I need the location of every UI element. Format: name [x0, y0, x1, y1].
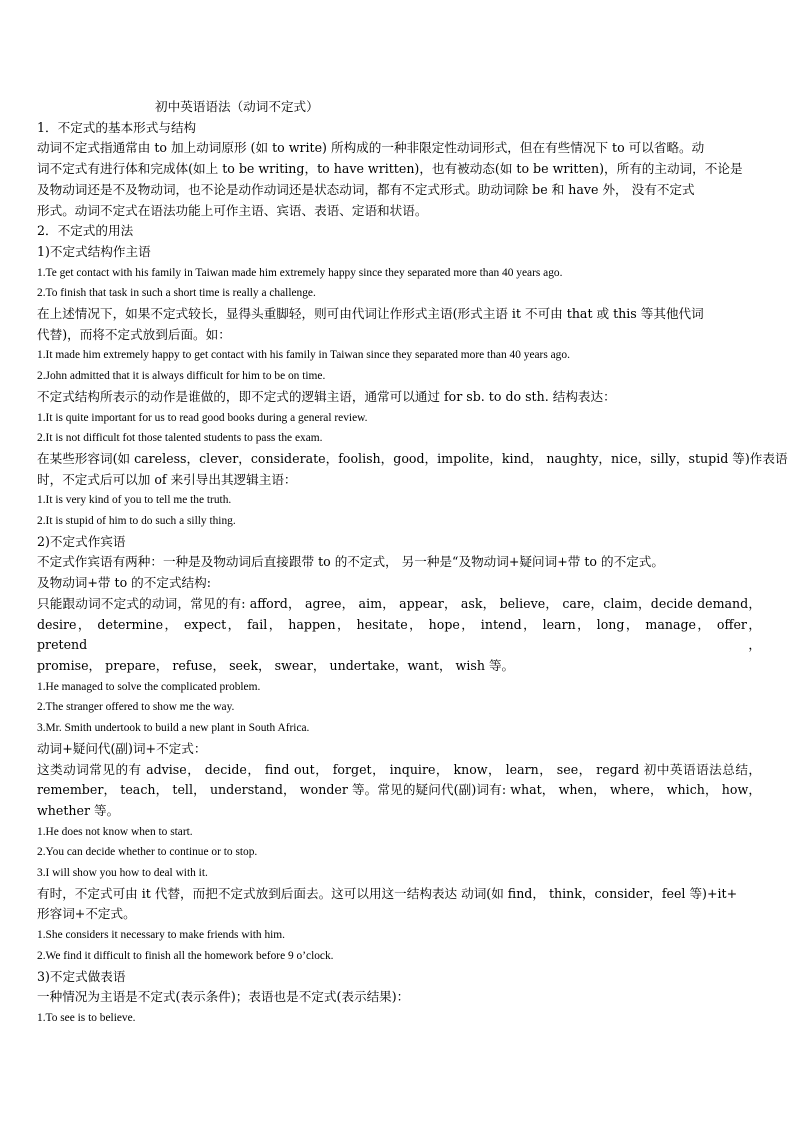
example-sentence: 2.You can decide whether to continue or to stop. — [37, 846, 258, 859]
text-line: remember， teach， tell， understand， wonder 等。常见的疑问代(副)词有: what， when， where， which， how， — [37, 782, 761, 798]
example-sentence: 1.He managed to solve the complicated problem. — [37, 680, 261, 693]
example-sentence: 1.It is very kind of you to tell me the truth. — [37, 494, 232, 507]
example-sentence: 3.Mr. Smith undertook to build a new plant in South Africa. — [37, 722, 310, 735]
text-line: 这类动词常见的有 advise， decide， find out， forget， inquire， know， learn， see， regard 初中英语语法总结， — [37, 761, 761, 777]
text-line: 3)不定式做表语 — [37, 968, 126, 984]
text-line: 有时，不定式可由 it 代替，而把不定式放到后面去。这可以用这一结构表达 动词(如 find， think，consider，feel 等)+it+ — [37, 885, 738, 901]
example-sentence: 2.It is not difficult fot those talented students to pass the exam. — [37, 432, 323, 445]
text-line: 代替)，而将不定式放到后面。如： — [37, 326, 231, 342]
example-sentence: 2.It is stupid of him to do such a silly thing. — [37, 515, 236, 528]
text-line: 1)不定式结构作主语 — [37, 243, 151, 259]
text-line: whether 等。 — [37, 802, 120, 818]
document-body — [37, 118, 788, 1029]
example-sentence: 1.He does not know when to start. — [37, 825, 193, 838]
example-sentence: 1.Te get contact with his family in Taiwan made him extremely happy since they separated more than 40 years ago. — [37, 266, 563, 279]
example-sentence: 2.The stranger offered to show me the way. — [37, 701, 235, 714]
text-line: 一种情况为主语是不定式(表示条件)；表语也是不定式(表示结果)： — [37, 989, 410, 1005]
example-sentence: 1.It made him extremely happy to get contact with his family in Taiwan since they separated more than 40 years ago. — [37, 349, 570, 362]
example-sentence: 1.She considers it necessary to make friends with him. — [37, 929, 286, 942]
text-line: 时，不定式后可以加 of 来引导出其逻辑主语： — [37, 471, 297, 487]
text-line: desire， determine， expect， fail， happen， hesitate， hope， intend， learn， long， manage， offer， pretend， — [37, 616, 761, 653]
text-line: 在上述情况下，如果不定式较长，显得头重脚轻，则可由代词让作形式主语(形式主语 it 不可由 that 或 this 等其他代词 — [37, 306, 704, 322]
text-line: 形容词+不定式。 — [37, 906, 136, 922]
page-title: 初中英语语法（动词不定式） — [155, 99, 319, 114]
example-sentence: 2.John admitted that it is always difficult for him to be on time. — [37, 370, 326, 383]
text-line: 及物动词+带 to 的不定式结构: — [37, 575, 211, 591]
text-line: 动词不定式指通常由 to 加上动词原形 (如 to write) 所构成的一种非限定性动词形式，但在有些情况下 to 可以省略。动 — [37, 140, 705, 156]
text-line: 不定式作宾语有两种：一种是及物动词后直接跟带 to 的不定式， 另一种是“及物动词+疑问词+带 to 的不定式。 — [37, 554, 664, 570]
text-line: 只能跟动词不定式的动词，常见的有: afford， agree， aim， appear， ask， believe， care，claim，decide demand， — [37, 595, 761, 611]
example-sentence: 3.I will show you how to deal with it. — [37, 867, 208, 880]
document-page — [37, 97, 788, 1029]
text-line: 在某些形容词(如 careless，clever，considerate，foolish，good，impolite，kind， naughty，nice，silly，stupid 等)作表语 — [37, 450, 788, 466]
example-sentence: 2.We find it difficult to finish all the homework before 9 o’clock. — [37, 949, 334, 962]
text-line: 动词+疑问代(副)词+不定式： — [37, 740, 207, 756]
example-sentence: 1.It is quite important for us to read good books during a general review. — [37, 411, 368, 424]
text-line: 不定式结构所表示的动作是谁做的，即不定式的逻辑主语，通常可以通过 for sb. to do sth. 结构表达： — [37, 388, 616, 404]
text-line: promise， prepare， refuse， seek， swear， undertake，want， wish 等。 — [37, 657, 515, 673]
text-line: 1．不定式的基本形式与结构 — [37, 119, 197, 135]
example-sentence: 1.To see is to believe. — [37, 1011, 136, 1024]
text-line: 2)不定式作宾语 — [37, 533, 126, 549]
example-sentence: 2.To finish that task in such a short time is really a challenge. — [37, 287, 316, 300]
text-line: 词不定式有进行体和完成体(如上 to be writing，to have written)，也有被动态(如 to be written)，所有的主动词，不论是 — [37, 161, 743, 177]
text-line: 2．不定式的用法 — [37, 223, 134, 239]
text-line: 形式。动词不定式在语法功能上可作主语、宾语、表语、定语和状语。 — [37, 202, 428, 218]
text-line: 及物动词还是不及物动词，也不论是动作动词还是状态动词，都有不定式形式。助动词除 be 和 have 外， 没有不定式 — [37, 181, 695, 197]
